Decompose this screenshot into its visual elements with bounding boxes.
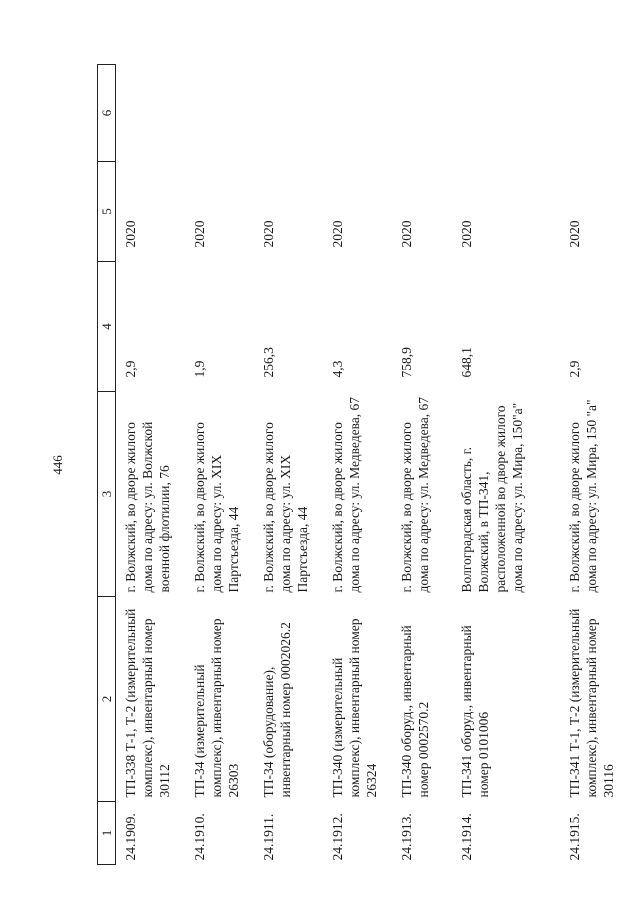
object-name: ТП-338 Т-1, Т-2 (измерительный комплекс), инвентарный номер 30112: [123, 608, 172, 798]
table-row: [452, 65, 560, 865]
object-year: 2020: [123, 220, 138, 248]
column-header: 5: [98, 162, 116, 262]
object-value: 2,9: [566, 360, 582, 378]
object-year: 2020: [191, 220, 207, 248]
object-name: ТП-34 (оборудование), инвентарный номер 0002026.2: [260, 622, 293, 798]
row-number: 24.1915.: [566, 813, 582, 861]
object-address: г. Волжский, во дворе жилого дома по адресу: ул. XIX Партсъезда, 44: [260, 422, 310, 593]
object-name: ТП-341 оборуд., инвентарный номер 0101006: [458, 625, 491, 798]
object-year: 2020: [566, 220, 582, 248]
row-number: 24.1912.: [329, 813, 345, 861]
object-year: 2020: [260, 220, 276, 248]
column-header: 6: [98, 65, 116, 162]
object-name: ТП-34 (измерительный комплекс), инвентарный номер 26303: [191, 618, 241, 798]
object-year: 2020: [329, 220, 345, 248]
object-address: г. Волжский, во дворе жилого дома по адресу: ул. Медведева, 67: [398, 396, 431, 593]
object-address: г. Волжский, во дворе жилого дома по адресу: ул. XIX Партсъезда, 44: [191, 422, 241, 593]
row-number: 24.1913.: [398, 813, 414, 861]
object-note: [254, 65, 323, 162]
table-row: [116, 65, 185, 865]
object-value: 4,3: [329, 360, 345, 378]
table-row: [323, 65, 392, 865]
object-year: 2020: [398, 220, 414, 248]
object-address: г. Волжский, во дворе жилого дома по адресу: ул. Волжской военной флотилии, 76: [123, 421, 172, 593]
object-address: г. Волжский, во дворе жилого дома по адресу: ул. Мира, 150 "а": [566, 399, 599, 593]
table-row: [560, 65, 629, 865]
object-note: [116, 65, 185, 162]
object-name: ТП-340 (измерительный комплекс), инвентарный номер 26324: [329, 618, 379, 798]
row-number: 24.1911.: [260, 813, 276, 861]
object-note: [452, 65, 560, 162]
object-value: 2,9: [123, 360, 138, 378]
object-note: [185, 65, 254, 162]
column-header: 4: [98, 262, 116, 392]
row-number: 24.1909.: [123, 813, 138, 861]
row-number: 24.1910.: [191, 813, 207, 861]
object-address: Волгоградская область, г. Волжский, в ТП-341, расположенной во дворе жилого дома по адресу: ул. Мира, 150"а": [458, 402, 525, 593]
column-header: 1: [98, 802, 116, 865]
object-value: 648,1: [458, 347, 474, 378]
table-row: [392, 65, 452, 865]
column-header: 2: [98, 597, 116, 802]
object-address: г. Волжский, во дворе жилого дома по адресу: ул. Медведева, 67: [329, 396, 362, 593]
object-year: 2020: [458, 220, 474, 248]
rotated-table-container: [97, 65, 617, 865]
object-value: 758,9: [398, 347, 414, 378]
page-number: 446: [50, 455, 65, 475]
object-value: 256,3: [260, 347, 276, 378]
table-row: [254, 65, 323, 865]
object-note: [323, 65, 392, 162]
column-header: 3: [98, 392, 116, 597]
table-row: [185, 65, 254, 865]
row-number: 24.1914.: [458, 813, 474, 861]
object-note: [560, 65, 629, 162]
object-name: ТП-341 Т-1, Т-2 (измерительный комплекс), инвентарный номер 30116: [566, 608, 616, 798]
object-name: ТП-340 оборуд., инвентарный номер 0002570.2: [398, 625, 431, 798]
object-note: [392, 65, 452, 162]
table-header-row: [98, 65, 116, 865]
object-value: 1,9: [191, 360, 207, 378]
property-table: [97, 64, 629, 865]
